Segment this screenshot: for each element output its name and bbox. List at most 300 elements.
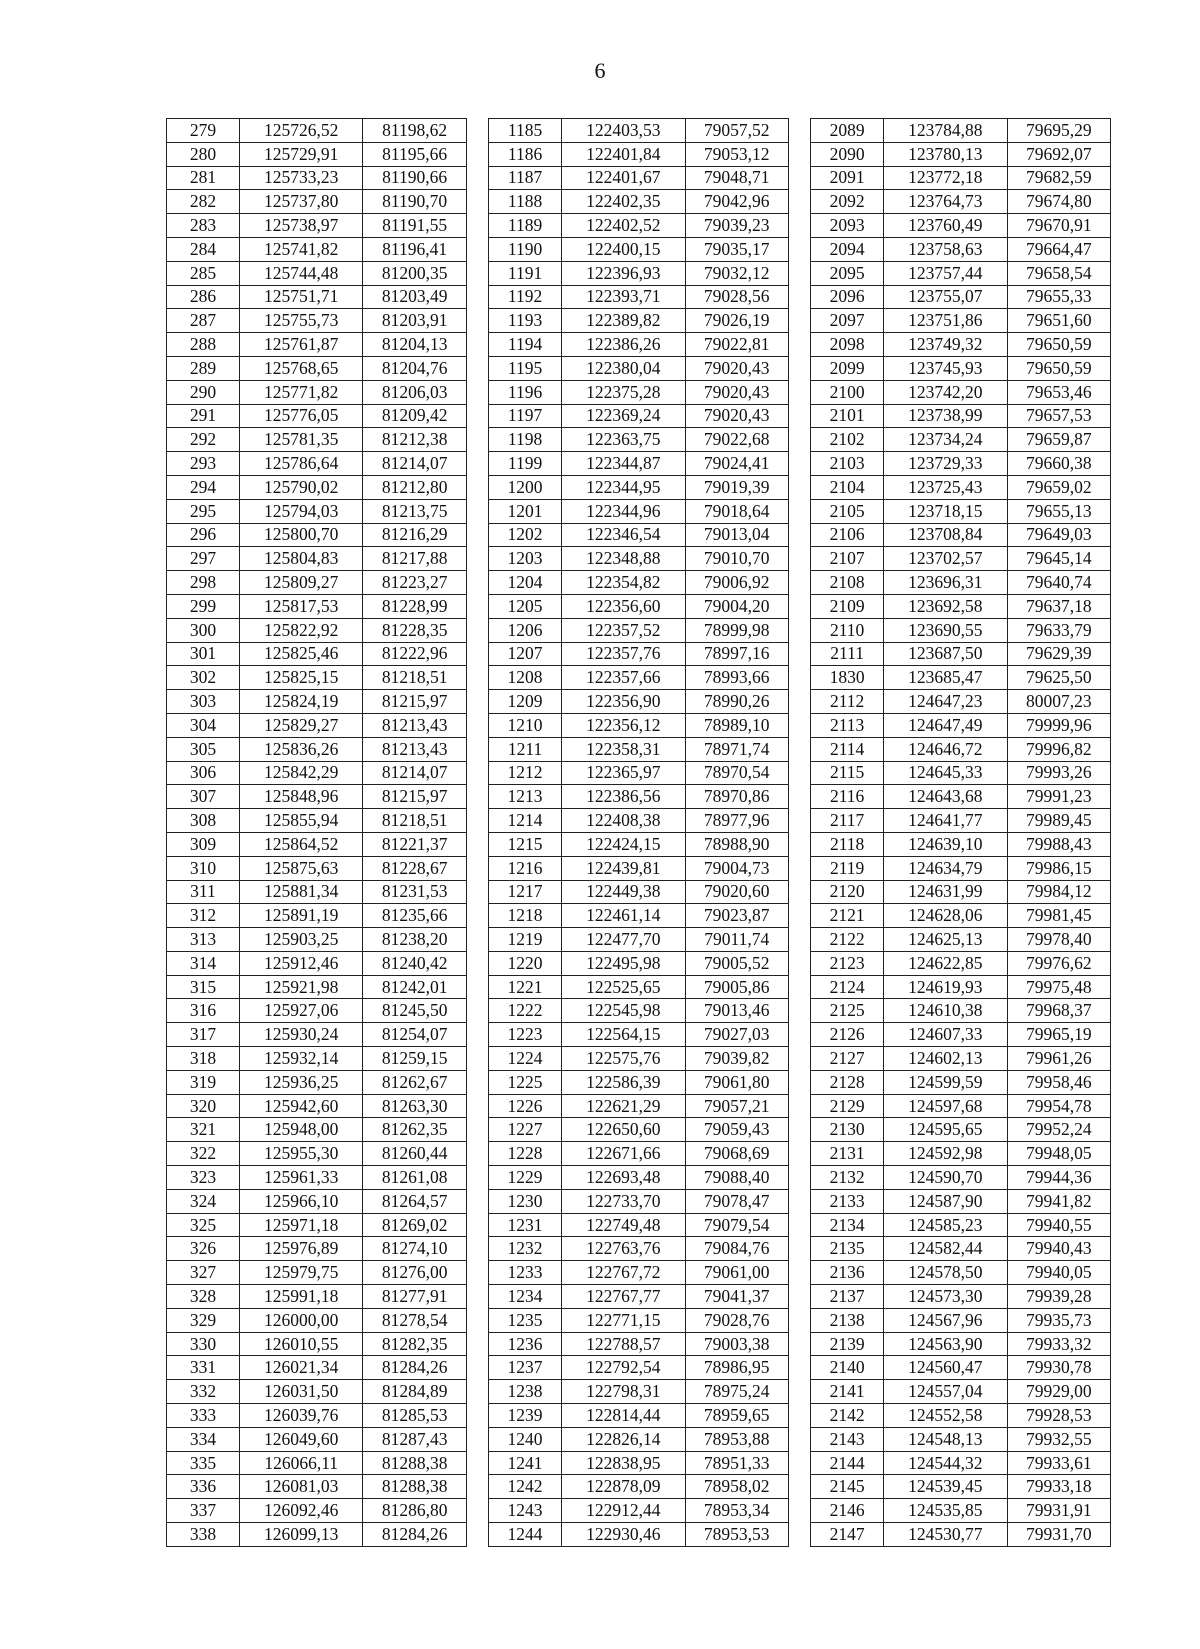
- y-coordinate-cell: 78977,96: [685, 809, 788, 833]
- x-coordinate-cell: 124597,68: [884, 1094, 1008, 1118]
- x-coordinate-cell: 125817,53: [239, 594, 363, 618]
- x-coordinate-cell: 125927,06: [239, 999, 363, 1023]
- point-number-cell: 1233: [489, 1261, 562, 1285]
- point-number-cell: 2122: [811, 928, 884, 952]
- x-coordinate-cell: 122346,54: [562, 523, 686, 547]
- table-row: [167, 1189, 1111, 1213]
- x-coordinate-cell: 122402,35: [562, 190, 686, 214]
- x-coordinate-cell: 126000,00: [239, 1308, 363, 1332]
- point-number-cell: 2123: [811, 951, 884, 975]
- table-row: [167, 190, 1111, 214]
- point-number-cell: 2105: [811, 499, 884, 523]
- table-row: [167, 1047, 1111, 1071]
- x-coordinate-cell: 124563,90: [884, 1332, 1008, 1356]
- x-coordinate-cell: 122348,88: [562, 547, 686, 571]
- x-coordinate-cell: 122495,98: [562, 951, 686, 975]
- point-number-cell: 1205: [489, 594, 562, 618]
- y-coordinate-cell: 79658,54: [1007, 261, 1110, 285]
- column-separator: [788, 618, 810, 642]
- table-row: [167, 1308, 1111, 1332]
- y-coordinate-cell: 79039,23: [685, 214, 788, 238]
- point-number-cell: 1216: [489, 856, 562, 880]
- coordinates-table: [166, 118, 1111, 1547]
- x-coordinate-cell: 125768,65: [239, 356, 363, 380]
- point-number-cell: 2100: [811, 380, 884, 404]
- column-separator: [466, 1047, 488, 1071]
- point-number-cell: 2104: [811, 475, 884, 499]
- x-coordinate-cell: 126031,50: [239, 1380, 363, 1404]
- x-coordinate-cell: 124595,65: [884, 1118, 1008, 1142]
- x-coordinate-cell: 122400,15: [562, 237, 686, 261]
- x-coordinate-cell: 124610,38: [884, 999, 1008, 1023]
- point-number-cell: 1830: [811, 666, 884, 690]
- x-coordinate-cell: 124539,45: [884, 1475, 1008, 1499]
- x-coordinate-cell: 124643,68: [884, 785, 1008, 809]
- point-number-cell: 1243: [489, 1499, 562, 1523]
- x-coordinate-cell: 125855,94: [239, 809, 363, 833]
- y-coordinate-cell: 79996,82: [1007, 737, 1110, 761]
- table-row: [167, 571, 1111, 595]
- y-coordinate-cell: 81196,41: [363, 237, 466, 261]
- x-coordinate-cell: 124552,58: [884, 1404, 1008, 1428]
- y-coordinate-cell: 79035,17: [685, 237, 788, 261]
- x-coordinate-cell: 125751,71: [239, 285, 363, 309]
- y-coordinate-cell: 80007,23: [1007, 690, 1110, 714]
- y-coordinate-cell: 79018,64: [685, 499, 788, 523]
- x-coordinate-cell: 122424,15: [562, 832, 686, 856]
- x-coordinate-cell: 124607,33: [884, 1023, 1008, 1047]
- y-coordinate-cell: 81204,76: [363, 356, 466, 380]
- point-number-cell: 2128: [811, 1070, 884, 1094]
- x-coordinate-cell: 123692,58: [884, 594, 1008, 618]
- table-row: [167, 285, 1111, 309]
- x-coordinate-cell: 123780,13: [884, 142, 1008, 166]
- column-separator: [466, 904, 488, 928]
- y-coordinate-cell: 79629,39: [1007, 642, 1110, 666]
- y-coordinate-cell: 81285,53: [363, 1404, 466, 1428]
- column-separator: [788, 547, 810, 571]
- y-coordinate-cell: 79659,87: [1007, 428, 1110, 452]
- x-coordinate-cell: 125733,23: [239, 166, 363, 190]
- x-coordinate-cell: 122393,71: [562, 285, 686, 309]
- point-number-cell: 1210: [489, 713, 562, 737]
- y-coordinate-cell: 79010,70: [685, 547, 788, 571]
- y-coordinate-cell: 79660,38: [1007, 452, 1110, 476]
- x-coordinate-cell: 123760,49: [884, 214, 1008, 238]
- y-coordinate-cell: 78993,66: [685, 666, 788, 690]
- point-number-cell: 323: [167, 1166, 240, 1190]
- point-number-cell: 2097: [811, 309, 884, 333]
- x-coordinate-cell: 122671,66: [562, 1142, 686, 1166]
- column-separator: [466, 571, 488, 595]
- column-separator: [466, 1189, 488, 1213]
- y-coordinate-cell: 79020,60: [685, 880, 788, 904]
- point-number-cell: 293: [167, 452, 240, 476]
- point-number-cell: 1237: [489, 1356, 562, 1380]
- y-coordinate-cell: 79670,91: [1007, 214, 1110, 238]
- x-coordinate-cell: 124592,98: [884, 1142, 1008, 1166]
- y-coordinate-cell: 79993,26: [1007, 761, 1110, 785]
- x-coordinate-cell: 125875,63: [239, 856, 363, 880]
- y-coordinate-cell: 78999,98: [685, 618, 788, 642]
- table-row: [167, 380, 1111, 404]
- column-separator: [788, 571, 810, 595]
- y-coordinate-cell: 79664,47: [1007, 237, 1110, 261]
- y-coordinate-cell: 81228,35: [363, 618, 466, 642]
- x-coordinate-cell: 126039,76: [239, 1404, 363, 1428]
- y-coordinate-cell: 79061,00: [685, 1261, 788, 1285]
- point-number-cell: 2090: [811, 142, 884, 166]
- point-number-cell: 1186: [489, 142, 562, 166]
- y-coordinate-cell: 79933,18: [1007, 1475, 1110, 1499]
- column-separator: [788, 928, 810, 952]
- column-separator: [466, 499, 488, 523]
- y-coordinate-cell: 78959,65: [685, 1404, 788, 1428]
- x-coordinate-cell: 122771,15: [562, 1308, 686, 1332]
- point-number-cell: 1203: [489, 547, 562, 571]
- table-row: [167, 1213, 1111, 1237]
- y-coordinate-cell: 79674,80: [1007, 190, 1110, 214]
- point-number-cell: 324: [167, 1189, 240, 1213]
- y-coordinate-cell: 81274,10: [363, 1237, 466, 1261]
- y-coordinate-cell: 79929,00: [1007, 1380, 1110, 1404]
- column-separator: [466, 594, 488, 618]
- column-separator: [466, 785, 488, 809]
- y-coordinate-cell: 79682,59: [1007, 166, 1110, 190]
- y-coordinate-cell: 79649,03: [1007, 523, 1110, 547]
- point-number-cell: 1240: [489, 1427, 562, 1451]
- column-separator: [466, 119, 488, 143]
- y-coordinate-cell: 79968,37: [1007, 999, 1110, 1023]
- column-separator: [466, 1427, 488, 1451]
- y-coordinate-cell: 81203,49: [363, 285, 466, 309]
- column-separator: [788, 428, 810, 452]
- x-coordinate-cell: 126092,46: [239, 1499, 363, 1523]
- table-row: [167, 1427, 1111, 1451]
- point-number-cell: 1212: [489, 761, 562, 785]
- y-coordinate-cell: 79695,29: [1007, 119, 1110, 143]
- x-coordinate-cell: 125741,82: [239, 237, 363, 261]
- point-number-cell: 2098: [811, 333, 884, 357]
- y-coordinate-cell: 81218,51: [363, 666, 466, 690]
- table-row: [167, 809, 1111, 833]
- point-number-cell: 1188: [489, 190, 562, 214]
- point-number-cell: 333: [167, 1404, 240, 1428]
- y-coordinate-cell: 81235,66: [363, 904, 466, 928]
- column-separator: [466, 1023, 488, 1047]
- column-separator: [788, 594, 810, 618]
- x-coordinate-cell: 122403,53: [562, 119, 686, 143]
- point-number-cell: 311: [167, 880, 240, 904]
- column-separator: [788, 666, 810, 690]
- point-number-cell: 1218: [489, 904, 562, 928]
- x-coordinate-cell: 124573,30: [884, 1285, 1008, 1309]
- x-coordinate-cell: 125729,91: [239, 142, 363, 166]
- point-number-cell: 1204: [489, 571, 562, 595]
- table-row: [167, 1404, 1111, 1428]
- y-coordinate-cell: 79999,96: [1007, 713, 1110, 737]
- table-row: [167, 142, 1111, 166]
- point-number-cell: 1238: [489, 1380, 562, 1404]
- y-coordinate-cell: 81218,51: [363, 809, 466, 833]
- x-coordinate-cell: 123784,88: [884, 119, 1008, 143]
- y-coordinate-cell: 81240,42: [363, 951, 466, 975]
- point-number-cell: 1225: [489, 1070, 562, 1094]
- column-separator: [788, 1237, 810, 1261]
- point-number-cell: 1211: [489, 737, 562, 761]
- table-row: [167, 1142, 1111, 1166]
- y-coordinate-cell: 81269,02: [363, 1213, 466, 1237]
- y-coordinate-cell: 81277,91: [363, 1285, 466, 1309]
- point-number-cell: 322: [167, 1142, 240, 1166]
- x-coordinate-cell: 122621,29: [562, 1094, 686, 1118]
- table-row: [167, 428, 1111, 452]
- column-separator: [788, 523, 810, 547]
- x-coordinate-cell: 124646,72: [884, 737, 1008, 761]
- point-number-cell: 1189: [489, 214, 562, 238]
- point-number-cell: 294: [167, 475, 240, 499]
- column-separator: [466, 856, 488, 880]
- y-coordinate-cell: 81217,88: [363, 547, 466, 571]
- y-coordinate-cell: 79940,55: [1007, 1213, 1110, 1237]
- point-number-cell: 331: [167, 1356, 240, 1380]
- x-coordinate-cell: 122545,98: [562, 999, 686, 1023]
- x-coordinate-cell: 122575,76: [562, 1047, 686, 1071]
- y-coordinate-cell: 79633,79: [1007, 618, 1110, 642]
- point-number-cell: 1219: [489, 928, 562, 952]
- column-separator: [466, 1118, 488, 1142]
- column-separator: [466, 761, 488, 785]
- x-coordinate-cell: 122525,65: [562, 975, 686, 999]
- x-coordinate-cell: 126081,03: [239, 1475, 363, 1499]
- y-coordinate-cell: 81213,43: [363, 737, 466, 761]
- y-coordinate-cell: 79952,24: [1007, 1118, 1110, 1142]
- point-number-cell: 2125: [811, 999, 884, 1023]
- table-row: [167, 856, 1111, 880]
- point-number-cell: 316: [167, 999, 240, 1023]
- x-coordinate-cell: 125761,87: [239, 333, 363, 357]
- y-coordinate-cell: 79650,59: [1007, 333, 1110, 357]
- y-coordinate-cell: 79935,73: [1007, 1308, 1110, 1332]
- y-coordinate-cell: 79026,19: [685, 309, 788, 333]
- y-coordinate-cell: 79986,15: [1007, 856, 1110, 880]
- x-coordinate-cell: 125822,92: [239, 618, 363, 642]
- column-separator: [788, 1118, 810, 1142]
- x-coordinate-cell: 125771,82: [239, 380, 363, 404]
- x-coordinate-cell: 124628,06: [884, 904, 1008, 928]
- point-number-cell: 2139: [811, 1332, 884, 1356]
- y-coordinate-cell: 81264,57: [363, 1189, 466, 1213]
- x-coordinate-cell: 122357,52: [562, 618, 686, 642]
- x-coordinate-cell: 125961,33: [239, 1166, 363, 1190]
- table-row: [167, 404, 1111, 428]
- table-row: [167, 1237, 1111, 1261]
- point-number-cell: 314: [167, 951, 240, 975]
- column-separator: [788, 1213, 810, 1237]
- y-coordinate-cell: 78953,88: [685, 1427, 788, 1451]
- y-coordinate-cell: 79653,46: [1007, 380, 1110, 404]
- point-number-cell: 290: [167, 380, 240, 404]
- table-row: [167, 309, 1111, 333]
- x-coordinate-cell: 122356,90: [562, 690, 686, 714]
- point-number-cell: 1221: [489, 975, 562, 999]
- x-coordinate-cell: 125955,30: [239, 1142, 363, 1166]
- table-row: [167, 1451, 1111, 1475]
- column-separator: [788, 142, 810, 166]
- y-coordinate-cell: 81213,75: [363, 499, 466, 523]
- x-coordinate-cell: 124599,59: [884, 1070, 1008, 1094]
- y-coordinate-cell: 79650,59: [1007, 356, 1110, 380]
- point-number-cell: 1209: [489, 690, 562, 714]
- point-number-cell: 1194: [489, 333, 562, 357]
- x-coordinate-cell: 122650,60: [562, 1118, 686, 1142]
- y-coordinate-cell: 79041,37: [685, 1285, 788, 1309]
- x-coordinate-cell: 122401,67: [562, 166, 686, 190]
- x-coordinate-cell: 124560,47: [884, 1356, 1008, 1380]
- column-separator: [466, 214, 488, 238]
- y-coordinate-cell: 79933,61: [1007, 1451, 1110, 1475]
- y-coordinate-cell: 81215,97: [363, 785, 466, 809]
- x-coordinate-cell: 125755,73: [239, 309, 363, 333]
- column-separator: [788, 309, 810, 333]
- column-separator: [466, 737, 488, 761]
- x-coordinate-cell: 125921,98: [239, 975, 363, 999]
- x-coordinate-cell: 123757,44: [884, 261, 1008, 285]
- column-separator: [788, 1308, 810, 1332]
- point-number-cell: 325: [167, 1213, 240, 1237]
- point-number-cell: 1201: [489, 499, 562, 523]
- column-separator: [466, 1523, 488, 1547]
- x-coordinate-cell: 122477,70: [562, 928, 686, 952]
- y-coordinate-cell: 78951,33: [685, 1451, 788, 1475]
- x-coordinate-cell: 126010,55: [239, 1332, 363, 1356]
- x-coordinate-cell: 122363,75: [562, 428, 686, 452]
- point-number-cell: 335: [167, 1451, 240, 1475]
- point-number-cell: 330: [167, 1332, 240, 1356]
- y-coordinate-cell: 79024,41: [685, 452, 788, 476]
- point-number-cell: 1226: [489, 1094, 562, 1118]
- y-coordinate-cell: 81222,96: [363, 642, 466, 666]
- table-row: [167, 261, 1111, 285]
- point-number-cell: 2115: [811, 761, 884, 785]
- point-number-cell: 1208: [489, 666, 562, 690]
- y-coordinate-cell: 78986,95: [685, 1356, 788, 1380]
- point-number-cell: 1197: [489, 404, 562, 428]
- point-number-cell: 1224: [489, 1047, 562, 1071]
- point-number-cell: 1195: [489, 356, 562, 380]
- y-coordinate-cell: 79637,18: [1007, 594, 1110, 618]
- column-separator: [788, 690, 810, 714]
- point-number-cell: 1222: [489, 999, 562, 1023]
- table-row: [167, 737, 1111, 761]
- point-number-cell: 1230: [489, 1189, 562, 1213]
- x-coordinate-cell: 125726,52: [239, 119, 363, 143]
- y-coordinate-cell: 79933,32: [1007, 1332, 1110, 1356]
- column-separator: [466, 809, 488, 833]
- x-coordinate-cell: 124634,79: [884, 856, 1008, 880]
- table-row: [167, 499, 1111, 523]
- point-number-cell: 1206: [489, 618, 562, 642]
- point-number-cell: 2106: [811, 523, 884, 547]
- y-coordinate-cell: 79640,74: [1007, 571, 1110, 595]
- column-separator: [466, 975, 488, 999]
- column-separator: [788, 999, 810, 1023]
- column-separator: [788, 285, 810, 309]
- table-row: [167, 713, 1111, 737]
- y-coordinate-cell: 78988,90: [685, 832, 788, 856]
- x-coordinate-cell: 123764,73: [884, 190, 1008, 214]
- point-number-cell: 2129: [811, 1094, 884, 1118]
- point-number-cell: 2094: [811, 237, 884, 261]
- column-separator: [466, 832, 488, 856]
- y-coordinate-cell: 79005,86: [685, 975, 788, 999]
- column-separator: [788, 1475, 810, 1499]
- point-number-cell: 2135: [811, 1237, 884, 1261]
- point-number-cell: 1242: [489, 1475, 562, 1499]
- y-coordinate-cell: 79940,05: [1007, 1261, 1110, 1285]
- column-separator: [788, 904, 810, 928]
- point-number-cell: 1228: [489, 1142, 562, 1166]
- point-number-cell: 312: [167, 904, 240, 928]
- y-coordinate-cell: 81190,66: [363, 166, 466, 190]
- y-coordinate-cell: 81204,13: [363, 333, 466, 357]
- point-number-cell: 317: [167, 1023, 240, 1047]
- page-number: 6: [594, 58, 606, 83]
- point-number-cell: 303: [167, 690, 240, 714]
- column-separator: [466, 642, 488, 666]
- y-coordinate-cell: 81254,07: [363, 1023, 466, 1047]
- table-row: [167, 1499, 1111, 1523]
- point-number-cell: 1202: [489, 523, 562, 547]
- y-coordinate-cell: 79928,53: [1007, 1404, 1110, 1428]
- point-number-cell: 2116: [811, 785, 884, 809]
- point-number-cell: 1193: [489, 309, 562, 333]
- point-number-cell: 310: [167, 856, 240, 880]
- x-coordinate-cell: 125825,46: [239, 642, 363, 666]
- x-coordinate-cell: 122693,48: [562, 1166, 686, 1190]
- table-row: [167, 475, 1111, 499]
- y-coordinate-cell: 79954,78: [1007, 1094, 1110, 1118]
- point-number-cell: 337: [167, 1499, 240, 1523]
- column-separator: [788, 832, 810, 856]
- x-coordinate-cell: 122564,15: [562, 1023, 686, 1047]
- x-coordinate-cell: 125903,25: [239, 928, 363, 952]
- y-coordinate-cell: 79988,43: [1007, 832, 1110, 856]
- column-separator: [788, 1451, 810, 1475]
- table-row: [167, 452, 1111, 476]
- y-coordinate-cell: 79645,14: [1007, 547, 1110, 571]
- x-coordinate-cell: 125800,70: [239, 523, 363, 547]
- point-number-cell: 296: [167, 523, 240, 547]
- y-coordinate-cell: 79940,43: [1007, 1237, 1110, 1261]
- table-row: [167, 1332, 1111, 1356]
- x-coordinate-cell: 125744,48: [239, 261, 363, 285]
- column-separator: [466, 1451, 488, 1475]
- y-coordinate-cell: 79655,33: [1007, 285, 1110, 309]
- point-number-cell: 304: [167, 713, 240, 737]
- x-coordinate-cell: 123729,33: [884, 452, 1008, 476]
- column-separator: [466, 190, 488, 214]
- point-number-cell: 289: [167, 356, 240, 380]
- x-coordinate-cell: 123702,57: [884, 547, 1008, 571]
- x-coordinate-cell: 122344,96: [562, 499, 686, 523]
- x-coordinate-cell: 122389,82: [562, 309, 686, 333]
- x-coordinate-cell: 125781,35: [239, 428, 363, 452]
- point-number-cell: 285: [167, 261, 240, 285]
- table-row: [167, 166, 1111, 190]
- y-coordinate-cell: 78970,86: [685, 785, 788, 809]
- x-coordinate-cell: 123751,86: [884, 309, 1008, 333]
